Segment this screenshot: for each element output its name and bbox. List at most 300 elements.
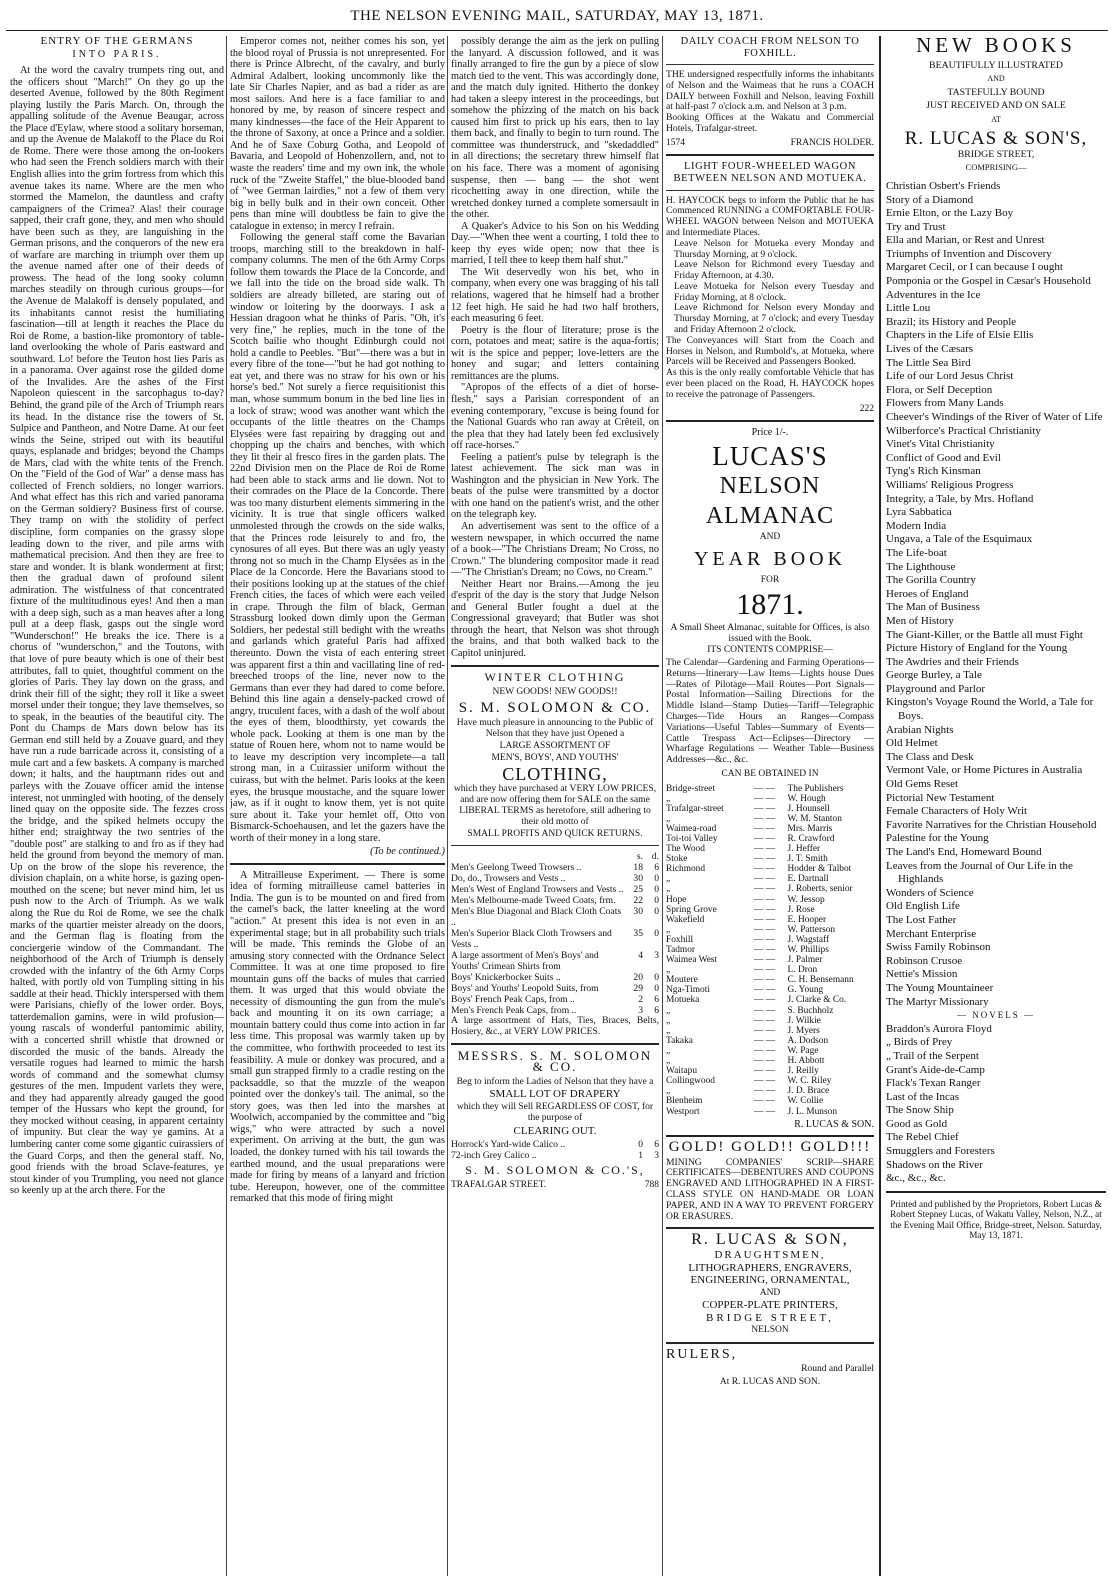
agent-name: J. Clarke & Co. bbox=[787, 995, 847, 1006]
ad-signature bbox=[666, 138, 874, 150]
ad-times: Leave Richmond for Nelson every Monday and Thursday Morning, at 7 o'clock; and every Tuesday and Friday Afternoon 2 o'clock. bbox=[674, 302, 874, 336]
book-list-item: Williams' Religious Progress bbox=[886, 478, 1014, 491]
agent-place: Blenheim bbox=[666, 1096, 703, 1107]
agent-row: „ — — W. Page bbox=[666, 1046, 874, 1056]
agents-table bbox=[666, 784, 874, 1117]
book-list-item: The Class and Desk bbox=[886, 750, 974, 763]
agent-place: Motueka bbox=[666, 995, 700, 1006]
price-row bbox=[451, 994, 659, 1005]
agent-row: Wakefield — — E. Hooper bbox=[666, 915, 874, 925]
agent-row: „ — — J. Wilkie bbox=[666, 1016, 874, 1026]
price-item: Men's West of England Trowsers and Vests .. bbox=[451, 884, 624, 896]
agent-row: The Wood — — J. Heffer bbox=[666, 844, 874, 854]
almanac-advertisement bbox=[666, 427, 874, 1130]
price-shillings: 3 bbox=[638, 1005, 643, 1017]
agent-name: R. Crawford bbox=[787, 833, 835, 844]
agent-name: E. Hooper bbox=[787, 914, 827, 925]
book-list-item: Men of History bbox=[886, 614, 954, 627]
book-list-item: Margaret Cecil, or I can because I ought bbox=[886, 261, 1063, 274]
price-item: Men's Superior Black Cloth Trowsers and Vests .. bbox=[451, 928, 612, 951]
column-5 bbox=[886, 36, 1106, 1576]
agent-place: Hope bbox=[666, 894, 687, 905]
almanac-name: NELSON ALMANAC bbox=[705, 472, 835, 529]
book-list-item: The Young Mountaineer bbox=[886, 981, 994, 994]
ad-firm: R. LUCAS & SON, bbox=[691, 1231, 849, 1249]
agent-place: „ bbox=[666, 874, 671, 885]
agent-place: „ bbox=[666, 1045, 671, 1056]
agent-place: Waimea-road bbox=[666, 823, 717, 834]
price-pence: 6 bbox=[654, 862, 659, 874]
agent-name: Mrs. Marris bbox=[787, 823, 833, 834]
almanac-year: 1871. bbox=[736, 587, 804, 621]
agent-name: J. Rose bbox=[787, 904, 815, 915]
ad-title: MESSRS. S. M. SOLOMON & CO. bbox=[457, 1047, 653, 1075]
book-list-item: Story of a Diamond bbox=[886, 193, 974, 206]
agent-row: Motueka — — J. Clarke & Co. bbox=[666, 995, 874, 1005]
almanac-obtained: CAN BE OBTAINED IN bbox=[721, 768, 819, 779]
ad-line: DRAUGHTSMEN, bbox=[714, 1249, 826, 1262]
ad-signature bbox=[451, 1180, 659, 1192]
book-list-item: Robinson Crusoe bbox=[886, 954, 963, 967]
ad-line: LARGE ASSORTMENT OF bbox=[499, 740, 611, 751]
book-list-item: Flowers from Many Lands bbox=[886, 397, 1004, 410]
article-paragraph: A Mitrailleuse Experiment. — There is some idea of forming mitrailleuse camel batteries in India. The gun is to be mounted on and fired from the camel's back, the latter kneeling at the word "action." At present this idea is not even in an experimental stage; but in all probability such trials will be made. This reminds the Globe of an amusing story connected with the Ordnance Select Committee. It was at one time proposed to fire mountain guns off the backs of mules that carried them. It was urged that this would obviate the necessity of dismounting the gun from the mule's back and mounting it on its own carriage; a mountain battery could thus come into action in far less time. This proposal was warmly taken up by the committee, who forthwith proceeded to test its feasibility. A mule or donkey was procured, and a small gun strapped firmly to a cradle resting on the packsaddle, so that the muzzle of the weapon pointed over the donkey's tail. The animal, so the story goes, was then led into the marshes at Woolwich, accompanied by the committee and "big wigs," who were attracted by such a novel experiment. On arriving at the butt, the gun was loaded, the donkey turned with his tail towards the earthed mound, and the usual preparations were made for firing by means of a lanyard and friction tube. Hereupon, however, one of the committee remarked that this mode of firing might bbox=[230, 869, 445, 1205]
price-shillings: 20 bbox=[633, 972, 643, 984]
almanac-contents-title: ITS CONTENTS COMPRISE— bbox=[707, 645, 833, 656]
ad-number: 222 bbox=[859, 403, 874, 414]
book-list-item: Life of our Lord Jesus Christ bbox=[886, 370, 1014, 383]
book-list-item: Adventures in the Ice bbox=[886, 288, 981, 301]
agent-place: Wakefield bbox=[666, 914, 705, 925]
book-list-item: The Rebel Chief bbox=[886, 1131, 959, 1144]
price-table bbox=[451, 1139, 659, 1161]
ad-body: THE undersigned respectfully informs the inhabitants of Nelson and the Waimeas that he runs a COACH DAILY between Foxhill and Nelson, leaving Foxhill at half-past 7 o'clock a.m. and Nelson at 3 p.m. bbox=[666, 69, 874, 113]
book-list-item: Try and Trust bbox=[886, 220, 946, 233]
rulers-advertisement bbox=[666, 1346, 874, 1389]
agent-row: Westport — — J. L. Munson bbox=[666, 1107, 874, 1117]
column-4 bbox=[666, 36, 874, 1576]
book-list-item: Female Characters of Holy Writ bbox=[886, 805, 1028, 818]
divider bbox=[666, 1227, 874, 1229]
article-paragraph: "Apropos of the effects of a diet of horse-flesh," says a Parisian correspondent of an evening contemporary, "excuse is being found for the National Guards who ran away at Crêteil, on the plea that they had lately been fed exclusively off race-horses." bbox=[451, 382, 659, 452]
agent-row: Tadmor — — W. Phillips bbox=[666, 945, 874, 955]
agent-name: W. Jessop bbox=[787, 894, 825, 905]
agent-row: „ — — S. Buchholz bbox=[666, 1006, 874, 1016]
price-shillings: 1 bbox=[638, 1149, 643, 1161]
price-shillings: 4 bbox=[638, 950, 643, 962]
agent-row: Richmond — — Hodder & Talbot bbox=[666, 864, 874, 874]
new-books-street: BRIDGE STREET, bbox=[957, 148, 1035, 160]
agent-name: W. Patterson bbox=[787, 924, 836, 935]
agent-row: Spring Grove — — J. Rose bbox=[666, 905, 874, 915]
agent-row: Waimea-road — — Mrs. Marris bbox=[666, 824, 874, 834]
ad-line: BRIDGE STREET, bbox=[706, 1311, 834, 1324]
ad-big: CLOTHING, bbox=[502, 763, 608, 784]
price-row bbox=[451, 862, 659, 873]
agent-name: W. M. Stanton bbox=[787, 813, 842, 824]
price-row bbox=[451, 950, 659, 972]
article-paragraph: Neither Heart nor Brains.—Among the jeu d'esprit of the day is the story that Judge Nelson and General Butler fought a duel at the Congressional graveyard; that Butler was shot through the heart, that Nelson was shot through the brains, and that both walked back to the Capitol uninjured. bbox=[451, 578, 659, 659]
clothing-advertisement bbox=[451, 669, 659, 1038]
price-pence: 0 bbox=[654, 983, 659, 995]
book-list-item: Conflict of Good and Evil bbox=[886, 451, 1001, 464]
agent-row: Moutere — — C. H. Bensemann bbox=[666, 975, 874, 985]
price-pence: 0 bbox=[654, 928, 659, 940]
almanac-firm: R. LUCAS & SON. bbox=[794, 1118, 874, 1130]
book-list-item: „ Birds of Prey bbox=[886, 1036, 953, 1049]
almanac-price: Price 1/-. bbox=[751, 427, 789, 439]
agent-row: „ — — J. Myers bbox=[666, 1026, 874, 1036]
divider bbox=[451, 1043, 659, 1045]
book-list-item: Chapters in the Life of Elsie Ellis bbox=[886, 329, 1034, 342]
ad-body: Beg to inform the Ladies of Nelson that they have a bbox=[456, 1076, 654, 1087]
agent-row: Waitapu — — J. Reilly bbox=[666, 1066, 874, 1076]
ad-name: FRANCIS HOLDER. bbox=[790, 137, 874, 148]
column-3 bbox=[451, 36, 659, 1576]
book-list-item: Ungava, a Tale of the Esquimaux bbox=[886, 533, 1033, 546]
book-list-item: Brazil; its History and People bbox=[886, 315, 1017, 328]
book-list-item: Picture History of England for the Young bbox=[886, 642, 1068, 655]
ad-street: TRAFALGAR STREET. bbox=[451, 1180, 547, 1191]
new-books-line: BEAUTIFULLY ILLUSTRATED bbox=[929, 59, 1063, 71]
ad-sub: Round and Parallel bbox=[801, 1364, 874, 1375]
divider bbox=[666, 190, 874, 191]
price-pence: 6 bbox=[654, 1005, 659, 1017]
book-list-item: Cheever's Windings of the River of Water of Life bbox=[886, 411, 1103, 424]
new-books-comprising: COMPRISING— bbox=[965, 162, 1027, 173]
book-list-item: Flora, or Self Deception bbox=[886, 383, 993, 396]
article-paragraph: A Quaker's Advice to his Son on his Wedding Day.—"When thee went a courting, I told thee to keep thy eyes wide open; now that thee is married, I tell thee to keep them half shut." bbox=[451, 220, 659, 267]
new-books-line: AT bbox=[991, 114, 1001, 124]
book-list-item: The Land's End, Homeward Bound bbox=[886, 846, 1042, 859]
almanac-and: AND bbox=[759, 531, 781, 542]
price-header: s. bbox=[636, 851, 643, 863]
almanac-name: LUCAS'S bbox=[712, 440, 828, 471]
agent-row: „ — — H. Abbott bbox=[666, 1056, 874, 1066]
book-list-item: Wilberforce's Practical Christianity bbox=[886, 424, 1041, 437]
book-list-item: Arabian Nights bbox=[886, 723, 954, 736]
ad-body: MINING COMPANIES' SCRIP—SHARE CERTIFICATES—DEBENTURES AND COUPONS ENGRAVED AND LITHOGRAPHED IN A FIRST-CLASS STYLE ON HAND-MADE OR LOAN PAPER, AND IN A WAY TO PREVENT FORGERY OR ERASURES. bbox=[666, 1156, 874, 1222]
price-shillings: 29 bbox=[633, 983, 643, 995]
agent-row: Waimea West — — J. Palmer bbox=[666, 955, 874, 965]
ad-line: which they will Sell REGARDLESS OF COST, for the purpose of bbox=[456, 1101, 654, 1124]
agent-name: J. D. Brace bbox=[787, 1086, 830, 1097]
article-paragraph: The Wit deservedly won his bet, who in company, when every one was bragging of his tall relations, wagered that he himself had a brother 12 feet high. He said he had two half brothers, each measuring 6 feet. bbox=[451, 266, 659, 325]
ad-times: Leave Motueka for Nelson every Tuesday and Friday Morning, at 8 o'clock. bbox=[674, 280, 874, 303]
new-books-line: TASTEFULLY BOUND bbox=[947, 86, 1045, 98]
agent-place: „ bbox=[666, 793, 671, 804]
coach-advertisement bbox=[666, 36, 874, 149]
agent-row: Bridge-street — — The Publishers bbox=[666, 784, 874, 794]
ad-at: At R. LUCAS AND SON. bbox=[719, 1376, 821, 1387]
book-list-item: Integrity, a Tale, by Mrs. Hofland bbox=[886, 492, 1034, 505]
book-list-item: Leaves from the Journal of Our Life in the Highlands bbox=[886, 859, 1073, 886]
price-pence: 0 bbox=[654, 972, 659, 984]
price-row bbox=[451, 906, 659, 928]
book-list-item: The Man of Business bbox=[886, 601, 980, 614]
agent-place: Moutere bbox=[666, 975, 698, 986]
new-books-firm: R. LUCAS & SON'S, bbox=[904, 128, 1088, 150]
agent-place: „ bbox=[666, 813, 671, 824]
almanac-yearbook: YEAR BOOK bbox=[693, 548, 847, 571]
ad-times: Leave Nelson for Motueka every Monday and Thursday Morning, at 9 o'clock. bbox=[674, 237, 874, 260]
book-list-item: The Little Sea Bird bbox=[886, 356, 971, 369]
book-list-item: The Gorilla Country bbox=[886, 574, 976, 587]
agent-place: „ bbox=[666, 924, 671, 935]
almanac-contents: The Calendar—Gardening and Farming Operations—Returns—Itinerary—Law Items—Lights house Dues—Rates of Pilotage—Mail Routes—Port Signals—Postal Information—Sailing Directions for the Middle Island—Stamp Duties—Tariff—Telegraphic Charges—Tide Hours an Ranges—Compass Variations—Useful Tables—Summary of Events—Cattle Trespass Act—Eclipses—Directory — Wharfage Regulations — Weather Table—Business Addresses—&c., &c. bbox=[666, 656, 874, 766]
ad-notes: The Conveyances will Start from the Coach and Horses in Nelson, and Rumbold's, at Motueka, where Parcels will be Received and Passengers Booked. bbox=[666, 334, 874, 368]
divider bbox=[666, 1135, 874, 1137]
book-list-item: Lyra Sabbatica bbox=[886, 506, 952, 519]
divider bbox=[666, 1342, 874, 1344]
ad-tail: A large assortment of Hats, Ties, Braces, Belts, Hosiery, &c., at VERY LOW PRICES. bbox=[451, 1015, 659, 1037]
ad-body: which they have purchased at VERY LOW PRICES, and are now offering them for SALE on the same LIBERAL TERMS as heretofore, still adhering to their old motto of bbox=[453, 783, 657, 827]
book-list-item: „ Trail of the Serpent bbox=[886, 1049, 979, 1062]
book-list-item: Playground and Parlor bbox=[886, 682, 985, 695]
book-list-item: The Giant-Killer, or the Battle all must Fight bbox=[886, 628, 1083, 641]
agent-name: W. Hough bbox=[787, 793, 826, 804]
price-item: Men's Geelong Tweed Trowsers .. bbox=[451, 862, 582, 874]
agent-name: J. Hounsell bbox=[787, 803, 830, 814]
ad-line: LITHOGRAPHERS, ENGRAVERS, bbox=[688, 1261, 852, 1274]
price-item: Boys' French Peak Caps, from .. bbox=[451, 994, 575, 1006]
agent-place: Foxhill bbox=[666, 934, 694, 945]
book-list-item: Heroes of England bbox=[886, 587, 969, 600]
ad-body: Booking Offices at the Wakatu and Commercial Hotels, Trafalgar-street. bbox=[666, 112, 874, 135]
book-list-item: The Awdries and their Friends bbox=[886, 655, 1019, 668]
price-table bbox=[451, 851, 659, 1016]
agent-place: The Wood bbox=[666, 844, 705, 855]
price-pence: 0 bbox=[654, 895, 659, 907]
agent-name: J. T. Smith bbox=[787, 854, 828, 865]
price-row bbox=[451, 895, 659, 906]
agent-row: „ — — W. Patterson bbox=[666, 925, 874, 935]
ad-title: RULERS, bbox=[666, 1346, 738, 1362]
ad-closing: As this is the only really comfortable Vehicle that has ever been placed on the Road, H. HAYCOCK hopes to receive the patronage of Passengers. bbox=[666, 367, 874, 400]
ad-title: WINTER CLOTHING bbox=[484, 669, 626, 684]
agent-place: „ bbox=[666, 965, 671, 976]
price-item: Boys' and Youths' Leopold Suits, from bbox=[451, 983, 599, 995]
price-item: Men's Melbourne-made Tweed Coats, frm. bbox=[451, 895, 616, 907]
book-list-item: The Life-boat bbox=[886, 546, 947, 559]
agent-row: Hope — — W. Jessop bbox=[666, 895, 874, 905]
price-pence: 0 bbox=[654, 906, 659, 918]
price-item: Men's French Peak Caps, from .. bbox=[451, 1005, 577, 1017]
price-item: Men's Blue Diagonal and Black Cloth Coats .. bbox=[451, 906, 622, 929]
article-paragraph: Following the general staff come the Bavarian troops, marching still to the breakdown in half-company columns. The men of the 6th Army Corps follow them towards the Place de la Concorde, and we fall into the tide on the broad side walk. Th soldiers are already billeted, are staring out of window or loitering by the doorways. I ask a Hessian dragoon what he thinks of Paris. "Oh, it's very fine," he replies, much in the tone of the Scotch bailie who thought Edinburgh could not hold a candle to Peebles. "But"—there was a but in every fibre of the tone—"but he had got nothing to eat yet, and there was no straw for his own or his horse's bed." Not surely a fierce requisitionist this man, whose summum bonum in the bed line lies in a lock of straw; wood was another want which the occupants of the little theatres on the Champs Elysées were fast repairing by dragging out and chopping up the chairs and benches, with which they lit their al fresco fires in the garden plats. The 22nd Division men on the Place de Roi de Rome had been able to stack arms and lie down. Not to their comrades on the Place de la Concorde. There was too many disturbent elements simmering in the vicinity. It is true that single officers walked unmolested through the crowds on the side walks, that the Princes rode leisurely to and fro, the cynosures of all eyes. But there was an ugly yeasty throng not so much in the Champ Elysées as in the Place de la Concorde. Here the Bavarians stood to their positions looking up at the statues of the chief French cities, the faces of which were each veiled in crape. Through the film of black, German Strassburg looked down dimly upon the German Soldiers, her pedestal still bedight with the wreaths and garlands which grateful Paris had affixed thereunto. Down the vista of each entering street was apparent first a thin and vacillating line of red-breeched troops of the line, never now to the Germans than ever they had dared to come before. Behind this line again a densely-packed crowd of angry, truculent faces, with a dash of the wolf about the eyes of them, bloodthirsty, yet cowards the whole pack. Looking at them is one man by the statue of Rouen here, whom not to name would be to leave my description very incomplete—a tall strong man, in a Cuirassier uniform without the cuirass, but with the helmet. Paris looks at the keen eyes, the brusque moustache, and the square lower jaw, as if it ought to know them, yet is not quite sure about it. Take your hemlet off, Otto von Bismarck-Schoehausen, and let the gazers have the worth of their money in a long stare. bbox=[230, 232, 445, 844]
divider bbox=[451, 665, 659, 667]
book-list-item: Modern India bbox=[886, 519, 947, 532]
book-list-item: Pomponia or the Gospel in Cæsar's Household bbox=[886, 275, 1091, 288]
agent-name: Hodder & Talbot bbox=[787, 864, 852, 875]
book-list-item: — NOVELS — bbox=[957, 1010, 1035, 1021]
book-list-item: Wonders of Science bbox=[886, 886, 974, 899]
agent-place: Takaka bbox=[666, 1035, 693, 1046]
agent-row: „ — — J. D. Brace bbox=[666, 1086, 874, 1096]
price-item: Boys' Knickerbocker Suits .. bbox=[451, 972, 561, 984]
agent-place: Stoke bbox=[666, 854, 688, 865]
agent-name: J. Palmer bbox=[787, 955, 823, 966]
price-shillings: 35 bbox=[633, 928, 643, 940]
ad-title: GOLD! GOLD!! GOLD!!! bbox=[668, 1139, 872, 1156]
almanac-sheet: A Small Sheet Almanac, suitable for Offices, is also issued with the Book. bbox=[670, 621, 870, 644]
price-shillings: 22 bbox=[633, 895, 643, 907]
book-list-item: Kingston's Voyage Round the World, a Tale for Boys. bbox=[886, 696, 1094, 723]
agent-name: H. Abbott bbox=[787, 1056, 825, 1067]
ad-signature bbox=[666, 404, 874, 416]
agent-name: L. Dron bbox=[787, 965, 818, 976]
ad-firm: S. M. SOLOMON & CO.'S, bbox=[465, 1162, 645, 1177]
article-headline: ENTRY OF THE GERMANS bbox=[40, 36, 194, 47]
article-paragraph: possibly derange the aim as the jerk on pulling the lanyard. A discussion followed, and it was finally arranged to fire the gun by a piece of slow match tied to the vent. This was accordingly done, and the match duly ignited. Hitherto the donkey had taken a sleepy interest in the proceedings, but somehow the phizzing of the match on his back caused him first to prick up his ears, then to lay them back, and finally to begin to turn round. The committee was thunderstruck, and "skedaddled" in all directions; the secretary threw himself flat on his face. There was a moment of agonising suspense, then — bang — the shot went ricochetting away in one direction, while the wretched donkey turned a complete somersault in the other. bbox=[451, 36, 659, 221]
book-list-item: Swiss Family Robinson bbox=[886, 941, 991, 954]
price-row bbox=[451, 983, 659, 994]
price-pence: 6 bbox=[654, 1138, 659, 1150]
agent-place: „ bbox=[666, 1005, 671, 1016]
column-rule bbox=[226, 36, 227, 1576]
book-list-item: Grant's Aide-de-Camp bbox=[886, 1063, 985, 1076]
divider bbox=[666, 64, 874, 65]
divider bbox=[886, 1191, 1106, 1193]
book-list-item: Lives of the Cæsars bbox=[886, 343, 974, 356]
price-item: Do, do., Trowsers and Vests .. bbox=[451, 873, 566, 885]
masthead: THE NELSON EVENING MAIL, SATURDAY, MAY 13, 1871. bbox=[350, 8, 764, 24]
book-list-item: Braddon's Aurora Floyd bbox=[886, 1022, 992, 1035]
price-pence: 6 bbox=[654, 994, 659, 1006]
agent-name: W. Phillips bbox=[787, 945, 829, 955]
book-list-item: Shadows on the River bbox=[886, 1158, 983, 1171]
price-row bbox=[451, 1150, 659, 1161]
agent-name: J. Roberts, senior bbox=[787, 884, 853, 895]
price-shillings: 18 bbox=[633, 862, 643, 874]
agent-name: G. Young bbox=[787, 985, 824, 996]
agent-place: Nga-Timoti bbox=[666, 985, 710, 996]
drapery-advertisement bbox=[451, 1047, 659, 1192]
ad-title: DAILY COACH FROM NELSON TO FOXHILL. bbox=[680, 36, 860, 59]
masthead-rule bbox=[6, 30, 1108, 31]
price-item: Horrock's Yard-wide Calico .. bbox=[451, 1138, 566, 1150]
agent-place: Tadmor bbox=[666, 945, 696, 955]
agent-row: Trafalgar-street — — J. Hounsell bbox=[666, 804, 874, 814]
book-list-item: Good as Gold bbox=[886, 1117, 948, 1130]
price-row bbox=[451, 1139, 659, 1150]
ad-title: LIGHT FOUR-WHEELED WAGON BETWEEN NELSON AND MOTUEKA. bbox=[673, 161, 867, 184]
agent-row: Stoke — — J. T. Smith bbox=[666, 854, 874, 864]
price-item: A large assortment of Men's Boys' and Youths' Crimean Shirts from bbox=[451, 950, 599, 973]
book-list-item: The Martyr Missionary bbox=[886, 995, 989, 1008]
agent-name: J. Wilkie bbox=[787, 1015, 821, 1026]
agent-row: Takaka — — A. Dodson bbox=[666, 1036, 874, 1046]
agent-place: „ bbox=[666, 1015, 671, 1026]
agent-name: E. Dartnall bbox=[787, 874, 829, 885]
agent-name: A. Dodson bbox=[787, 1035, 829, 1046]
price-shillings: 0 bbox=[638, 1138, 643, 1150]
article-paragraph: Feeling a patient's pulse by telegraph is the latest achievement. The sick man was in Washington and the physician in New York. The beats of the pulse were transmitted by a doctor with one hand on the patient's wrist, and the other on the telegraph key. bbox=[451, 451, 659, 521]
book-list-item: Merchant Enterprise bbox=[886, 927, 977, 940]
agent-row: „ — — E. Dartnall bbox=[666, 874, 874, 884]
price-shillings: 30 bbox=[633, 906, 643, 918]
ad-number: 1574 bbox=[666, 137, 685, 148]
agent-row: Blenheim — — W. Collie bbox=[666, 1096, 874, 1106]
price-row bbox=[451, 873, 659, 884]
price-item: 72-inch Grey Calico .. bbox=[451, 1149, 537, 1161]
book-list-item: Old English Life bbox=[886, 900, 960, 913]
agent-row: „ — — J. Roberts, senior bbox=[666, 884, 874, 894]
book-list-item: Smugglers and Foresters bbox=[886, 1145, 995, 1158]
article-subhead: INTO PARIS. bbox=[72, 48, 162, 60]
book-list-item: Palestine for the Young bbox=[886, 832, 989, 845]
price-row bbox=[451, 972, 659, 983]
ad-line: MEN'S, BOYS', AND YOUTHS' bbox=[491, 753, 619, 764]
agent-place: „ bbox=[666, 1025, 671, 1036]
agent-place: Waimea West bbox=[666, 955, 718, 966]
book-list-item: The Lost Father bbox=[886, 913, 957, 926]
book-list-item: Vinet's Vital Christianity bbox=[886, 438, 995, 451]
agent-name: J. Myers bbox=[787, 1025, 820, 1036]
new-books-title: NEW BOOKS bbox=[916, 36, 1076, 57]
agent-place: Westport bbox=[666, 1106, 700, 1117]
colophon: Printed and published by the Proprietors, Robert Lucas & Robert Stepney Lucas, of Wakatu Valley, Nelson, N.Z., at the Evening Mail Office, Bridge-street, Nelson. Saturday, May 13, 1871. bbox=[890, 1198, 1102, 1241]
agent-place: Spring Grove bbox=[666, 904, 717, 915]
ad-line: NELSON bbox=[751, 1325, 789, 1336]
price-shillings: 30 bbox=[633, 873, 643, 885]
article-paragraph: Emperor comes not, neither comes his son, yet the blood royal of Prussia is not unrepresented. For there is Prince Albrecht, of the cavalry, and burly Admiral Adalbert, looking uncommonly like the late Sir Charles Napier, and as bad a rider as are most sailors. And here is a face familiar to and honored by me, by reason of sincere respect and many kindnesses—the face of the Heir Apparent to the throne of Saxony, at once a Prince and a soldier. And he of Saxe Coburg Gotha, and Leopold of Bavaria, and Leopold of Hohenzollern, and, not to waste the readers' time and my own ink, the whole ruck of the "Zweite Staffel," the blue-blooded band of "wee German lairdies," not a few of them very big in belly bulk and in their own conceit. Other pens than mine will doubtless be fain to give the catalogue in extenso; in mercy I refrain. bbox=[230, 36, 445, 232]
book-list-item: Little Lou bbox=[886, 302, 931, 315]
agent-place: „ bbox=[666, 1086, 671, 1097]
agent-place: Waitapu bbox=[666, 1066, 698, 1077]
ad-banner: NEW GOODS! NEW GOODS!! bbox=[492, 687, 618, 698]
ad-line: COPPER-PLATE PRINTERS, bbox=[702, 1299, 838, 1312]
price-shillings: 2 bbox=[638, 994, 643, 1006]
agent-row: Nga-Timoti — — G. Young bbox=[666, 985, 874, 995]
book-list-item: Ella and Marian, or Rest and Unrest bbox=[886, 234, 1045, 247]
ad-motto: SMALL PROFITS AND QUICK RETURNS. bbox=[467, 828, 643, 839]
ad-times: Leave Nelson for Richmond every Tuesday and Friday Afternoon, at 4.30. bbox=[674, 259, 874, 282]
price-header: d. bbox=[651, 851, 659, 863]
book-list-item: Favorite Narratives for the Christian Household bbox=[886, 818, 1097, 831]
agent-place: „ bbox=[666, 1056, 671, 1067]
agent-name: C. H. Bensemann bbox=[787, 975, 854, 986]
ad-body: H. HAYCOCK begs to inform the Public that he has Commenced RUNNING a COMFORTABLE FOUR-WHEEL WAGON between Nelson and MOTUEKA and Intermediate Places. bbox=[666, 194, 874, 238]
agent-place: Trafalgar-street bbox=[666, 803, 724, 814]
book-list-item: Old Helmet bbox=[886, 737, 938, 750]
ad-line: AND bbox=[759, 1287, 781, 1298]
book-list-item: Nettie's Mission bbox=[886, 968, 958, 981]
divider bbox=[666, 154, 874, 156]
book-list-item: Triumphs of Invention and Discovery bbox=[886, 247, 1052, 260]
new-books-line: JUST RECEIVED AND ON SALE bbox=[926, 100, 1066, 112]
ad-line: CLEARING OUT. bbox=[513, 1125, 597, 1138]
column-2 bbox=[230, 36, 445, 1576]
agent-row: „ — — W. M. Stanton bbox=[666, 814, 874, 824]
price-pence: 0 bbox=[654, 884, 659, 896]
column-rule bbox=[447, 36, 448, 1576]
divider bbox=[666, 420, 874, 422]
column-rule bbox=[662, 36, 663, 1576]
book-list-item: Vermont Vale, or Home Pictures in Australia bbox=[886, 764, 1083, 777]
ad-line: SMALL LOT OF DRAPERY bbox=[489, 1088, 621, 1101]
book-list-item: Tyng's Rich Kinsman bbox=[886, 465, 981, 478]
gold-advertisement bbox=[666, 1139, 874, 1222]
agent-place: Bridge-street bbox=[666, 783, 715, 794]
price-row bbox=[451, 928, 659, 950]
agent-name: The Publishers bbox=[787, 783, 844, 794]
article-paragraph: At the word the cavalry trumpets ring out, and the officers shout "March!" On they go up the deserted Avenue, followed by the 80th Regiment playing lustily the Paris March. On, through the appalling solitude of the Avenue Beaugar, across the Place d'Eylaw, where stood a solitary horseman, and up the Avenue de Malakoff to the Place du Roi de Rome. There were those among the on-lookers who had seen the French soldiers march with their English allies into the grim fortress from which this avenue takes its name. Where are the men who stormed the Mamelon, the dauntless and crafty campaigners of the Crimea? Alas! their courage sapped, their craft gone, they, and men who should have been such as they, are languishing in the German prisons, and the conquerors of the new era of warfare are marching in triumph over them up the avenue named after one of their deeds of prowess. The head of the long sooky column marches steadily on through curious groups—for the Avenue de Malakoff is densely populated, and its inhabitants cannot resist the humiliating fascination—till at length it reaches the Place du Roi de Rome, a bastion-like promontory of table-land overlooking the whole of Paris eastward and southward. Lo! before the Teuton host lies Paris as in a panorama. Over against rose the gilded dome of the Invalides. Are the ashes of the First Napoleon quiescent in the sarcophagus to-day? Behind, the grand pile of the Arch of Triumph rears its head. In the distance rise the towers of St. Sulpice and Pantheon, and Notre Dame. At our feet winds the Seine, striped out with its beautiful quays, esplanade and bridges; beyond the Champs de Mars, clad with the white tents of the French. On the "Field of the God of War" a dense mass has collected of French soldiers, no longer warriors. And what effect has this rich and varied panorama on the German soldiery? Business first of course. They tramp on with the stolidity of perfect discipline, form companies on the grassy slope leading down to the river, and pile arms with mathematical precision. And then they are free to stare and wonder. It is blank wonderment at first; then the gradual dawn of profound silent admiration. The wistfulness of that concentrated fixture of the multitudinous eyes! And then a man with a deep sigh, such as a man heaves after a long pull at a deep flask, gasps out the single word "Wunderschon!" He breaks the ice. There is a chorus of "wunderschon," and the Toutons, with that love of pure beauty which is one of their best attributes, fall to quiet, thoughtful comment on the glories of Paris. They lay down on the grass, and drink their fill of the sight; they roll it like a sweet morsel under their tongue; they lave themselves, so to speak, in the beauties of the beautiful city. The Pont du Champs de Mars down below has its German end still held by a Zouave guard, and they have run a rude barricade across it, consisting of a mule cart and a few baskets. A company is marched down; it halts, and the hauptmann rides out and parleys with the Zouave officer amid the intense interest, not unmingled with hooting, of the densely lined quay on the opposite side. The fezzes cross the bridge, and the spiked helmets occupy the hither end; straightway the two sentries of the "double post" are stalking to and fro as if they had held the ground from beyond the memory of man. Up on the brow of the slope his reverence, the division chaplain, on a white horse, is gazing open-mouthed on the scene; but never mind him, let us push now to the Arch of Triumph. As we walk along the Rue du Roi de Rome, we see the chalk marks of the quartier meister already on the doors, and the German flag is floating from the conciergerie window of the Commandant. The neighborhood of the Arch of Triumph is densely crowded with the infantry of the 6th Army Corps halted, with portly old von Tumpling sitting in his saddle at their head. Thickly interspersed with them were Parisians, chiefly of the lower order. Boys, tatterdemalion gamins, were in wild profusion—young rascals of wonderful pantomimic ability, with a concerted shrill whistle that drowned or discorded the music of the bands. Already the versatile rogues had learned to mimic the harsh words of command and the somewhat clumsy gestures of the men. Impudent varlets they were, and they had apparently already gauged the good temper of the Hussars who kept the ground, for they mocked without ceasing, in apparent certainty of impunity. But clear the way ye gamins. At a lumbering canter come some gigantic cuirassiers of the Guard Corps, and then the general staff. No, good friends with the broad Sclave-features, ye stout kinder of you Trumpling, you need not glance so keenly up at the arch there. For the bbox=[10, 65, 224, 1197]
price-pence: 0 bbox=[654, 873, 659, 885]
agent-name: W. C. Riley bbox=[787, 1076, 832, 1087]
to-be-continued: (To be continued.) bbox=[370, 846, 445, 858]
book-list-item: Pictorial New Testament bbox=[886, 791, 995, 804]
